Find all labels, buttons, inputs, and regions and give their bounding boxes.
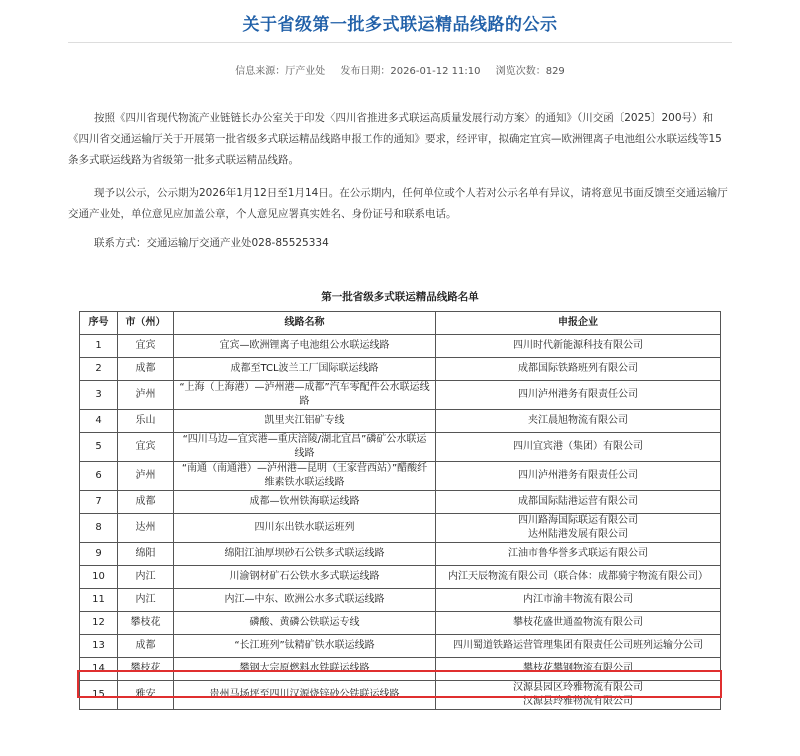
- cell-company: 攀枝花盛世通盈物流有限公司: [436, 612, 721, 635]
- cell-no: 2: [80, 358, 118, 381]
- cell-no: 9: [80, 543, 118, 566]
- cell-city: 成都: [118, 358, 174, 381]
- cell-city: 宜宾: [118, 433, 174, 462]
- cell-route: “上海（上海港）—泸州港—成都”汽车零配件公水联运线路: [174, 381, 436, 410]
- cell-route: 凯里夹江铝矿专线: [174, 410, 436, 433]
- cell-no: 14: [80, 658, 118, 681]
- article-meta: [0, 62, 800, 77]
- header-city: 市（州）: [118, 312, 174, 335]
- table-row: [80, 612, 721, 635]
- table-row: [80, 514, 721, 543]
- cell-no: 13: [80, 635, 118, 658]
- cell-company: 四川泸州港务有限责任公司: [436, 462, 721, 491]
- table-row: [80, 491, 721, 514]
- cell-no: 8: [80, 514, 118, 543]
- cell-city: 成都: [118, 491, 174, 514]
- cell-company: 四川泸州港务有限责任公司: [436, 381, 721, 410]
- cell-no: 1: [80, 335, 118, 358]
- cell-city: 泸州: [118, 462, 174, 491]
- table-row: [80, 589, 721, 612]
- page-title: 关于省级第一批多式联运精品线路的公示: [242, 15, 558, 35]
- cell-route: 绵阳江油厚坝砂石公铁多式联运线路: [174, 543, 436, 566]
- cell-no: 4: [80, 410, 118, 433]
- cell-city: 内江: [118, 566, 174, 589]
- cell-no: 10: [80, 566, 118, 589]
- cell-city: 乐山: [118, 410, 174, 433]
- cell-route: 磷酸、黄磷公铁联运专线: [174, 612, 436, 635]
- table-row: [80, 462, 721, 491]
- cell-city: 内江: [118, 589, 174, 612]
- cell-route: “四川马边—宜宾港—重庆涪陵/湖北宜昌”磷矿公水联运线路: [174, 433, 436, 462]
- cell-route: 宜宾—欧洲锂离子电池组公水联运线路: [174, 335, 436, 358]
- meta-date: 发布日期：2026-01-12 11:10: [340, 66, 481, 77]
- title-divider: [68, 42, 732, 43]
- cell-route: 攀钢大宗原燃料水铁联运线路: [174, 658, 436, 681]
- cell-route: 川渝钢材矿石公铁水多式联运线路: [174, 566, 436, 589]
- cell-company: 四川宜宾港（集团）有限公司: [436, 433, 721, 462]
- cell-no: 15: [80, 681, 118, 710]
- cell-route: 贵州马场坪至四川汉源烧锌砂公铁联运线路: [174, 681, 436, 710]
- cell-no: 3: [80, 381, 118, 410]
- paragraph-contact: 联系方式：交通运输厅交通产业处028-85525334: [94, 237, 329, 249]
- table-row: [80, 658, 721, 681]
- cell-company: 四川蜀道铁路运营管理集团有限责任公司班列运输分公司: [436, 635, 721, 658]
- cell-company: 四川时代新能源科技有限公司: [436, 335, 721, 358]
- cell-company: 成都国际陆港运营有限公司: [436, 491, 721, 514]
- paragraph-notice-basis: 按照《四川省现代物流产业链链长办公室关于印发〈四川省推进多式联运高质量发展行动方案〉的通知》（川交函〔2025〕200号）和《四川省交通运输厅关于开展第一批省级多式联运精品线路申报工作的通知》要求，经评审，拟确定宜宾—欧洲锂离子电池组公水联运线等15条多式联运线路为省级第一批多式联运精品线路。: [68, 112, 722, 166]
- table-row: [80, 543, 721, 566]
- cell-route: 成都至TCL波兰工厂国际联运线路: [174, 358, 436, 381]
- cell-no: 6: [80, 462, 118, 491]
- table-row: [80, 358, 721, 381]
- table-row: [80, 335, 721, 358]
- table-header-row: [80, 312, 721, 335]
- cell-company: 四川路海国际联运有限公司 达州陆港发展有限公司: [436, 514, 721, 543]
- table-row: [80, 381, 721, 410]
- meta-views: [496, 66, 565, 77]
- cell-route: “南通（南通港）—泸州港—昆明（王家营西站）”醋酸纤维素铁水联运线路: [174, 462, 436, 491]
- table-title: 第一批省级多式联运精品线路名单: [321, 291, 479, 303]
- cell-city: 达州: [118, 514, 174, 543]
- cell-company: 内江市渝丰物流有限公司: [436, 589, 721, 612]
- cell-route: 内江—中东、欧洲公水多式联运线路: [174, 589, 436, 612]
- cell-city: 泸州: [118, 381, 174, 410]
- header-company: 申报企业: [436, 312, 721, 335]
- cell-no: 5: [80, 433, 118, 462]
- table-row: [80, 635, 721, 658]
- cell-city: 攀枝花: [118, 612, 174, 635]
- cell-company: 攀枝花攀钢物流有限公司: [436, 658, 721, 681]
- cell-company: 内江天辰物流有限公司（联合体：成都骑宇物流有限公司）: [436, 566, 721, 589]
- meta-source: 信息来源：厅产业处: [235, 66, 326, 77]
- cell-city: 攀枝花: [118, 658, 174, 681]
- cell-city: 雅安: [118, 681, 174, 710]
- cell-city: 宜宾: [118, 335, 174, 358]
- cell-city: 绵阳: [118, 543, 174, 566]
- meta-views-label: 浏览次数：: [495, 66, 546, 77]
- route-list-table: [79, 311, 721, 710]
- cell-city: 成都: [118, 635, 174, 658]
- cell-route: “长江班列”钛精矿铁水联运线路: [174, 635, 436, 658]
- cell-no: 7: [80, 491, 118, 514]
- meta-views-count: 829: [545, 66, 565, 77]
- table-row: [80, 410, 721, 433]
- header-no: 序号: [80, 312, 118, 335]
- cell-company: 汉源县园区玲雅物流有限公司 汉源县玲雅物流有限公司: [436, 681, 721, 710]
- header-route: 线路名称: [174, 312, 436, 335]
- cell-route: 成都—钦州铁海联运线路: [174, 491, 436, 514]
- cell-route: 四川东出铁水联运班列: [174, 514, 436, 543]
- cell-no: 11: [80, 589, 118, 612]
- cell-company: 成都国际铁路班列有限公司: [436, 358, 721, 381]
- cell-no: 12: [80, 612, 118, 635]
- table-row: [80, 433, 721, 462]
- cell-company: 江油市鲁华誉多式联运有限公司: [436, 543, 721, 566]
- table-row: [80, 681, 721, 710]
- cell-company: 夹江晨旭物流有限公司: [436, 410, 721, 433]
- table-row: [80, 566, 721, 589]
- paragraph-publicity-period: 现予以公示，公示期为2026年1月12日至1月14日。在公示期内，任何单位或个人若对公示名单有异议，请将意见书面反馈至交通运输厅交通产业处，单位意见应加盖公章，个人意见应署真实姓名、身份证号和联系电话。: [68, 187, 728, 220]
